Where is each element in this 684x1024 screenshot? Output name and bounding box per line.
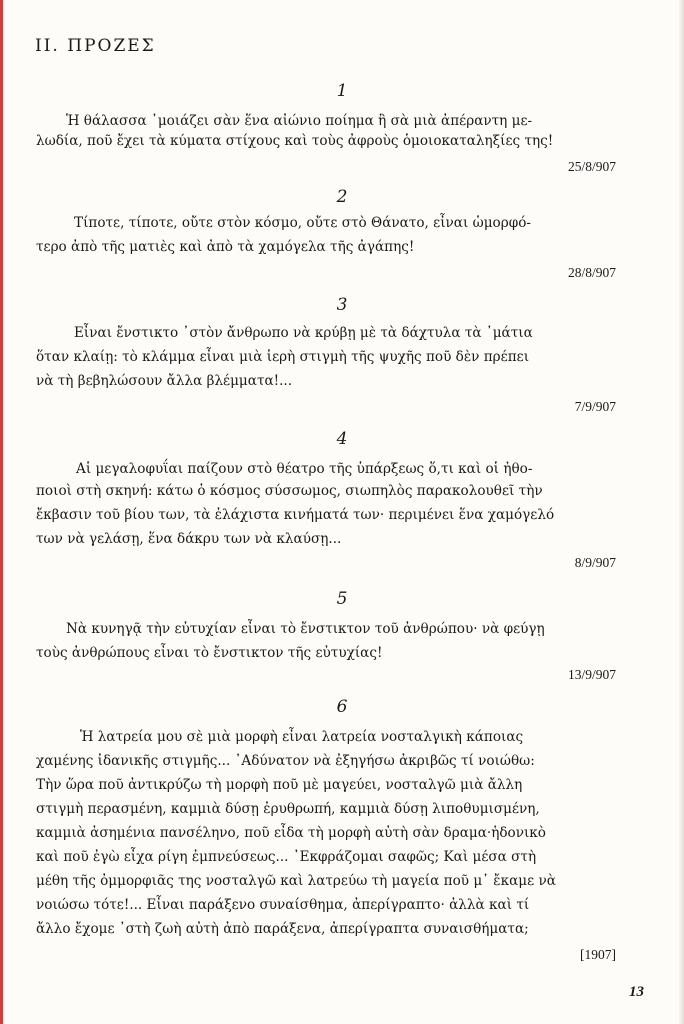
prose-line: τερο ἀπὸ τῆς ματιὲς καὶ ἀπὸ τὰ χαμόγελα τῆς ἀγάπης! bbox=[36, 239, 415, 255]
prose-number: 3 bbox=[336, 295, 348, 315]
prose-line: τοὺς ἀνθρώπους εἶναι τὸ ἔνστικτον τῆς εὐτυχίας! bbox=[36, 645, 383, 661]
prose-date: [1907] bbox=[580, 947, 616, 962]
prose-line: καὶ ποῦ ἐγὼ εἶχα ρίγη ἐμπνεύσεως... ᾽Εκφράζομαι σαφῶς; Καὶ μέσα στὴ bbox=[36, 849, 537, 865]
prose-line: μέθη τῆς ὀμμορφιᾶς της νοσταλγῶ καὶ λατρεύω τὴ μαγεία ποῦ μ᾽ ἔκαμε νὰ bbox=[36, 873, 556, 889]
prose-date: 28/8/907 bbox=[567, 265, 616, 280]
prose-line: Εἶναι ἔνστικτο ᾽στὸν ἄνθρωπο νὰ κρύβῃ μὲ τὰ δάχτυλα τὰ ᾽μάτια bbox=[74, 325, 533, 341]
prose-line: νοιώσω τότε!... Εἶναι παράξενο συναίσθημα, ἀπερίγραπτο· ἀλλὰ καὶ τί bbox=[36, 897, 530, 913]
prose-line: Ἡ λατρεία μου σὲ μιὰ μορφὴ εἶναι λατρεία νοσταλγικὴ κάποιας bbox=[80, 729, 524, 745]
page-left-edge bbox=[0, 0, 3, 1024]
prose-line: ἔκβασιν τοῦ βίου των, τὰ ἐλάχιστα κινήματά των· περιμένει ἕνα χαμόγελό bbox=[36, 507, 555, 523]
prose-line: Νὰ κυνηγᾷ τὴν εὐτυχίαν εἶναι τὸ ἔνστικτον τοῦ ἀνθρώπου· νὰ φεύγῃ bbox=[66, 621, 545, 637]
prose-number: 4 bbox=[336, 429, 348, 449]
prose-date: 13/9/907 bbox=[567, 667, 616, 682]
prose-number: 1 bbox=[336, 81, 348, 101]
prose-line: χαμένης ἰδανικῆς στιγμῆς... ᾽Αδύνατον νὰ ἐξηγήσω ἀκριβῶς τί νοιώθω: bbox=[36, 753, 535, 769]
prose-line: καμμιὰ ἀσημένια πανσέληνο, ποῦ εἶδα τὴ μορφὴ αὐτὴ σὰν δραμα·ἡδονικὸ bbox=[36, 825, 546, 841]
prose-date: 7/9/907 bbox=[574, 399, 616, 414]
prose-line: Ἡ θάλασσα ᾽μοιάζει σὰν ἕνα αἰώνιο ποίημα ἢ σὰ μιὰ ἀπέραντη με- bbox=[66, 113, 533, 129]
prose-date: 25/8/907 bbox=[567, 159, 616, 174]
prose-number: 6 bbox=[336, 697, 348, 717]
prose-line: λωδία, ποῦ ἔχει τὰ κύματα στίχους καὶ τοὺς ἀφροὺς ὁμοιοκαταληξίες της! bbox=[36, 133, 554, 149]
prose-date: 8/9/907 bbox=[574, 555, 616, 570]
prose-line: των νὰ γελάσῃ, ἕνα δάκρυ των νὰ κλαύσῃ... bbox=[36, 531, 342, 547]
prose-line: Τίποτε, τίποτε, οὔτε στὸν κόσμο, οὔτε στὸ Θάνατο, εἶναι ὡμορφό- bbox=[74, 215, 532, 231]
prose-line: νὰ τὴ βεβηλώσουν ἄλλα βλέμματα!... bbox=[36, 373, 293, 389]
prose-number: 5 bbox=[336, 589, 348, 609]
prose-number: 2 bbox=[336, 187, 348, 207]
prose-line: ὅταν κλαίῃ: τὸ κλάμμα εἶναι μιὰ ἱερὴ στιγμὴ τῆς ψυχῆς ποῦ δὲν πρέπει bbox=[36, 349, 530, 365]
page-number: 13 bbox=[629, 984, 644, 1000]
prose-line: στιγμὴ περασμένη, καμμιὰ δύσῃ ἐρυθρωπή, καμμιὰ δύσῃ λιποθυμισμένη, bbox=[36, 801, 540, 817]
page-right-edge bbox=[678, 0, 684, 1024]
prose-line: ἄλλο ἔχομε ᾽στὴ ζωὴ αὐτὴ ἀπὸ παράξενα, ἀπερίγραπτα συναισθήματα; bbox=[36, 921, 529, 937]
prose-line: Τὴν ὥρα ποῦ ἀντικρύζω τὴ μορφὴ ποῦ μὲ μαγεύει, νοσταλγῶ μιὰ ἄλλη bbox=[36, 777, 523, 793]
prose-line: Αἱ μεγαλοφυΐαι παίζουν στὸ θέατρο τῆς ὑπάρξεως ὅ,τι καὶ οἱ ἠθο- bbox=[76, 461, 533, 477]
section-title: II. ΠΡΟΖΕΣ bbox=[35, 36, 156, 56]
prose-line: ποιοὶ στὴ σκηνή: κάτω ὁ κόσμος σύσσωμος, σιωπηλὸς παρακολουθεῖ τὴν bbox=[36, 483, 543, 499]
